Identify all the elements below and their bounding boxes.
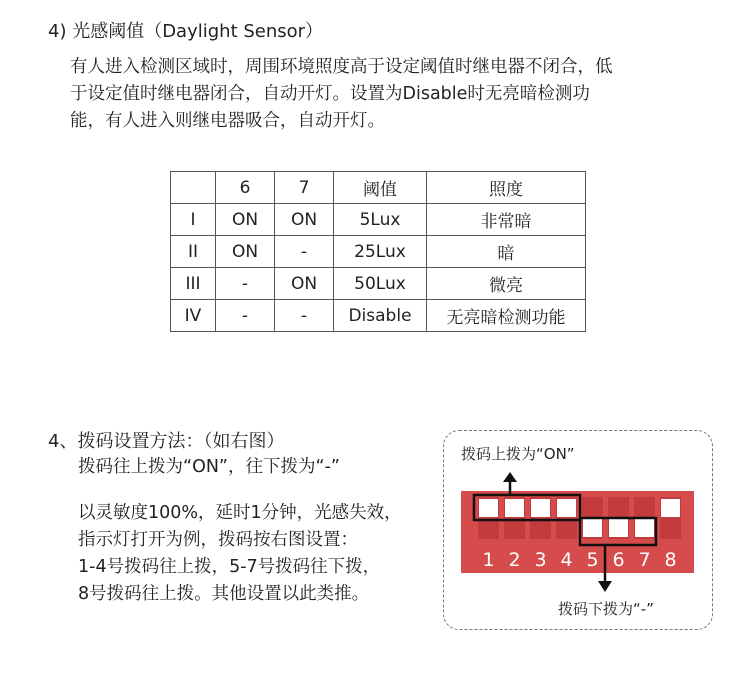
dip-number-label: 5	[586, 549, 599, 571]
dip-number-label: 6	[612, 549, 625, 571]
table-cell: 微亮	[427, 268, 586, 300]
dip-switch-3	[531, 499, 550, 517]
dip-switch-2	[505, 499, 524, 517]
dip-line-2: 指示灯打开为例，拨码按右图设置：	[78, 530, 358, 550]
table-cell: III	[171, 268, 216, 300]
label-off: 拨码下拨为“-”	[558, 600, 654, 618]
table-cell: 非常暗	[427, 204, 586, 236]
table-cell: 50Lux	[334, 268, 427, 300]
table-cell: ON	[216, 236, 275, 268]
dip-line-3: 1-4号拨码往上拨，5-7号拨码往下拨，	[78, 557, 381, 577]
up-arrow-icon	[503, 472, 517, 482]
header-cell: 6	[216, 172, 275, 204]
table-cell: -	[216, 300, 275, 332]
table-cell: -	[216, 268, 275, 300]
table-cell: 暗	[427, 236, 586, 268]
dip-line-1: 以灵敏度100%，延时1分钟，光感失效，	[78, 503, 402, 523]
table-cell: ON	[216, 204, 275, 236]
dip-number-label: 2	[508, 549, 521, 571]
header-cell: 照度	[427, 172, 586, 204]
dip-switch-6	[609, 519, 628, 537]
dip-switch-8	[661, 499, 680, 517]
dip-number-label: 8	[664, 549, 677, 571]
down-arrow-icon	[598, 581, 612, 592]
table-cell: ON	[275, 204, 334, 236]
table-cell: II	[171, 236, 216, 268]
table-cell: 25Lux	[334, 236, 427, 268]
header-cell: 阈值	[334, 172, 427, 204]
table-cell: 无亮暗检测功能	[427, 300, 586, 332]
dip-line-4: 8号拨码往上拨。其他设置以此类推。	[78, 584, 370, 604]
daylight-line-3: 能，有人进入则继电器吸合，自动开灯。	[70, 111, 385, 131]
dip-number-label: 4	[560, 549, 573, 571]
table-cell: Disable	[334, 300, 427, 332]
table-cell: I	[171, 204, 216, 236]
dip-subline: 拨码往上拨为“ON”，往下拨为“-”	[78, 457, 340, 477]
dip-number-label: 7	[638, 549, 651, 571]
dip-switch-4	[557, 499, 576, 517]
header-cell: 7	[275, 172, 334, 204]
dip-switch-7	[635, 519, 654, 537]
dip-number-label: 1	[482, 549, 495, 571]
daylight-line-2: 于设定值时继电器闭合，自动开灯。设置为Disable时无亮暗检测功	[70, 84, 590, 104]
dip-switch-5	[583, 519, 602, 537]
dip-heading: 4、拨码设置方法：（如右图）	[48, 431, 285, 452]
table-cell: 5Lux	[334, 204, 427, 236]
table-cell: -	[275, 300, 334, 332]
table-cell: ON	[275, 268, 334, 300]
label-on: 拨码上拨为“ON”	[461, 445, 575, 463]
table-cell: IV	[171, 300, 216, 332]
dip-number-label: 3	[534, 549, 547, 571]
dip-switch-1	[479, 499, 498, 517]
table-cell: -	[275, 236, 334, 268]
daylight-heading: 4) 光感阈值（Daylight Sensor）	[48, 21, 324, 42]
daylight-line-1: 有人进入检测区域时，周围环境照度高于设定阈值时继电器不闭合，低	[70, 57, 613, 77]
